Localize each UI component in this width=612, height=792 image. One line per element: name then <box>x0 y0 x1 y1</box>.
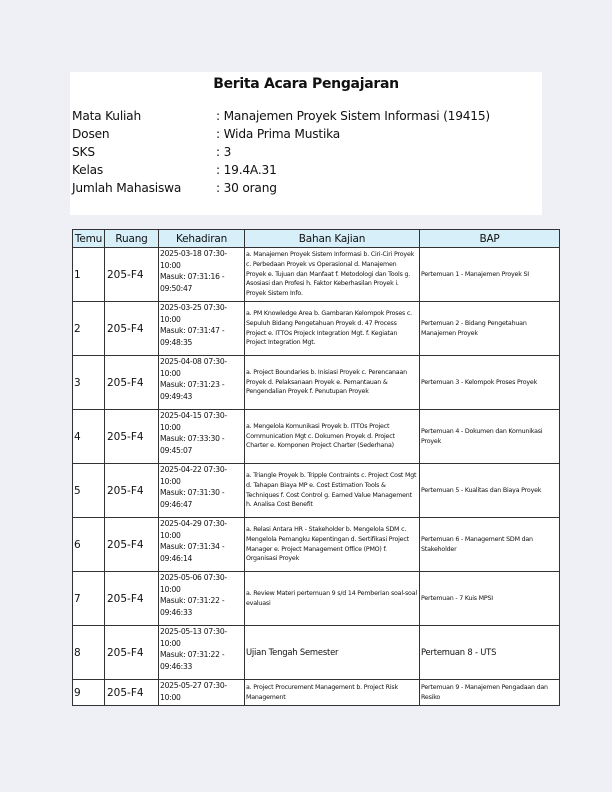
kehadiran-line: 10:00 <box>160 260 181 270</box>
kehadiran-line: 09:46:14 <box>160 553 193 563</box>
cell-kehadiran <box>159 356 245 410</box>
document-title: Berita Acara Pengajaran <box>213 76 399 92</box>
table-row <box>73 680 560 706</box>
cell-bahan-kajian: a. Relasi Antara HR - Stakeholder b. Mengelola SDM c. Mengelola Pemangku Kepentingan d. Sertifikasi Project Manager e. Project Management Office (PMO) f. Organisasi Proyek <box>245 518 420 572</box>
cell-bahan-kajian: a. Review Materi pertemuan 9 s/d 14 Pemberian soal-soal evaluasi <box>245 572 420 626</box>
kehadiran-line: 10:00 <box>160 476 181 486</box>
cell-kehadiran <box>159 302 245 356</box>
kehadiran-line: 2025-05-13 07:30- <box>160 627 227 636</box>
table-row <box>73 464 560 518</box>
cell-bap: Pertemuan 1 - Manajemen Proyek SI <box>420 248 560 302</box>
kehadiran-line: 09:45:07 <box>160 445 193 455</box>
cell-ruang: 205-F4 <box>105 572 159 626</box>
header-ruang: Ruang <box>105 230 159 248</box>
cell-bahan-kajian: a. Project Procurement Management b. Project Risk Management <box>245 680 420 706</box>
cell-bahan-kajian: a. PM Knowledge Area b. Gambaran Kelompok Proses c. Sepuluh Bidang Pengetahuan Proyek d. 47 Process Project e. ITTOs Projeck Integration Mgt. f. Kegiatan Project Integration Mgt. <box>245 302 420 356</box>
kehadiran-line: 10:00 <box>160 314 181 324</box>
info-label: Jumlah Mahasiswa <box>72 181 182 195</box>
cell-temu: 4 <box>73 410 105 464</box>
table-header-row <box>73 230 560 248</box>
kehadiran-line: 10:00 <box>160 368 181 378</box>
table-row <box>73 572 560 626</box>
kehadiran-line: 10:00 <box>160 422 181 432</box>
kehadiran-line: Masuk: 07:31:34 - <box>160 542 225 552</box>
table-row <box>73 248 560 302</box>
cell-temu: 2 <box>73 302 105 356</box>
cell-temu: 5 <box>73 464 105 518</box>
cell-ruang: 205-F4 <box>105 680 159 706</box>
kehadiran-line: 2025-04-08 07:30- <box>160 357 227 366</box>
kehadiran-line: 10:00 <box>160 530 181 540</box>
kehadiran-line: 2025-05-06 07:30- <box>160 573 227 582</box>
cell-bap: Pertemuan 5 - Kualitas dan Biaya Proyek <box>420 464 560 518</box>
cell-bap: Pertemuan 3 - Kelompok Proses Proyek <box>420 356 560 410</box>
kehadiran-line: Masuk: 07:31:47 - <box>160 326 225 336</box>
cell-temu: 3 <box>73 356 105 410</box>
table-row <box>73 356 560 410</box>
kehadiran-line: 09:50:47 <box>160 283 193 293</box>
cell-kehadiran <box>159 518 245 572</box>
cell-bap: Pertemuan - 7 Kuis MPSI <box>420 572 560 626</box>
cell-kehadiran <box>159 626 245 680</box>
kehadiran-line: 2025-04-15 07:30- <box>160 411 227 420</box>
kehadiran-line: 2025-03-18 07:30- <box>160 249 227 258</box>
cell-bap: Pertemuan 8 - UTS <box>420 626 560 680</box>
cell-kehadiran <box>159 248 245 302</box>
cell-temu: 7 <box>73 572 105 626</box>
cell-temu: 9 <box>73 680 105 706</box>
cell-temu: 6 <box>73 518 105 572</box>
kehadiran-line: 10:00 <box>160 692 181 702</box>
info-value: : 19.4A.31 <box>216 163 277 177</box>
info-label: Mata Kuliah <box>72 109 141 123</box>
cell-bap: Pertemuan 6 - Management SDM dan Stakeholder <box>420 518 560 572</box>
table-row <box>73 626 560 680</box>
kehadiran-line: 09:49:43 <box>160 391 193 401</box>
cell-ruang: 205-F4 <box>105 356 159 410</box>
cell-kehadiran <box>159 464 245 518</box>
cell-ruang: 205-F4 <box>105 626 159 680</box>
cell-ruang: 205-F4 <box>105 410 159 464</box>
cell-kehadiran <box>159 572 245 626</box>
kehadiran-line: 2025-04-22 07:30- <box>160 465 227 474</box>
kehadiran-line: 10:00 <box>160 638 181 648</box>
cell-kehadiran <box>159 680 245 706</box>
info-value: : 3 <box>216 145 232 159</box>
cell-bap: Pertemuan 9 - Manajemen Pengadaan dan Resiko <box>420 680 560 706</box>
table-row <box>73 518 560 572</box>
cell-temu: 8 <box>73 626 105 680</box>
kehadiran-line: Masuk: 07:31:22 - <box>160 596 225 606</box>
header-kehadiran: Kehadiran <box>159 230 245 248</box>
cell-ruang: 205-F4 <box>105 518 159 572</box>
cell-bap: Pertemuan 2 - Bidang Pengetahuan Manajemen Proyek <box>420 302 560 356</box>
info-value: : Wida Prima Mustika <box>216 127 341 141</box>
info-value: : 30 orang <box>216 181 277 195</box>
kehadiran-line: 09:46:33 <box>160 607 193 617</box>
cell-bap: Pertemuan 4 - Dokumen dan Komunikasi Proyek <box>420 410 560 464</box>
cell-bahan-kajian: a. Project Boundaries b. Inisiasi Proyek c. Perencanaan Proyek d. Pelaksanaan Proyek e. Pemantauan & Pengendalian Proyek f. Penutupan Proyek <box>245 356 420 410</box>
kehadiran-line: 2025-05-27 07:30- <box>160 681 227 690</box>
cell-bahan-kajian: a. Triangle Proyek b. Tripple Contraints c. Project Cost Mgt d. Tahapan Biaya MP e. Cost Estimation Tools & Techniques f. Cost Control g. Earned Value Management h. Analisa Cost Benefit <box>245 464 420 518</box>
kehadiran-line: Masuk: 07:33:30 - <box>160 434 225 444</box>
info-label: Kelas <box>72 163 104 177</box>
table-row <box>73 302 560 356</box>
cell-kehadiran <box>159 410 245 464</box>
bap-table-wrapper <box>72 229 560 706</box>
kehadiran-line: Masuk: 07:31:16 - <box>160 272 225 282</box>
cell-bahan-kajian: Ujian Tengah Semester <box>245 626 420 680</box>
kehadiran-line: 2025-03-25 07:30- <box>160 303 227 312</box>
header-bap: BAP <box>420 230 560 248</box>
kehadiran-line: 10:00 <box>160 584 181 594</box>
info-label: Dosen <box>72 127 110 141</box>
bap-table <box>72 229 560 706</box>
header-temu: Temu <box>73 230 105 248</box>
cell-bahan-kajian: a. Mengelola Komunikasi Proyek b. ITTOs Project Communication Mgt c. Dokumen Proyek d. Project Charter e. Komponen Project Charter (Sederhana) <box>245 410 420 464</box>
cell-ruang: 205-F4 <box>105 464 159 518</box>
kehadiran-line: Masuk: 07:31:23 - <box>160 380 225 390</box>
cell-ruang: 205-F4 <box>105 302 159 356</box>
kehadiran-line: 09:46:47 <box>160 499 193 509</box>
info-value: : Manajemen Proyek Sistem Informasi (19415) <box>216 109 490 123</box>
table-row <box>73 410 560 464</box>
header-bahan-kajian: Bahan Kajian <box>245 230 420 248</box>
kehadiran-line: Masuk: 07:31:22 - <box>160 650 225 660</box>
cell-ruang: 205-F4 <box>105 248 159 302</box>
cell-bahan-kajian: a. Manajemen Proyek Sistem Informasi b. Ciri-Ciri Proyek c. Perbedaan Proyek vs Operasional d. Manajemen Proyek e. Tujuan dan Manfaat f. Metodologi dan Tools g. Asosiasi dan Profesi h. Faktor Keberhasilan Proyek i. Proyek Sistem Info. <box>245 248 420 302</box>
kehadiran-line: 09:46:33 <box>160 661 193 671</box>
kehadiran-line: 2025-04-29 07:30- <box>160 519 227 528</box>
cell-temu: 1 <box>73 248 105 302</box>
kehadiran-line: 09:48:35 <box>160 337 193 347</box>
kehadiran-line: Masuk: 07:31:30 - <box>160 488 225 498</box>
info-label: SKS <box>72 145 95 159</box>
document-header <box>70 72 542 215</box>
